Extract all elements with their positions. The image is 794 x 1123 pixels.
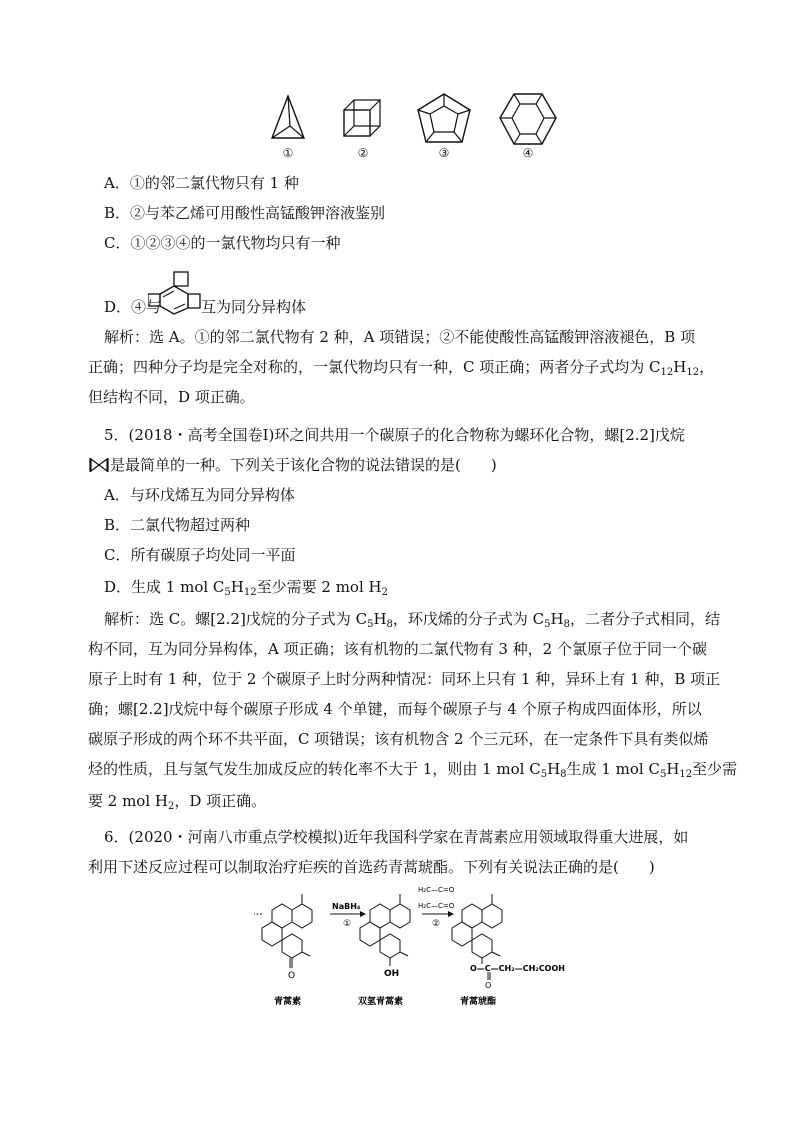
text: ，二者分子式相同，结: [570, 610, 721, 628]
q4-option-c: C．①②③④的一氯代物均只有一种: [104, 234, 341, 252]
subscript: 8: [386, 619, 393, 630]
text: H: [373, 610, 387, 628]
figure-label-4: ④: [522, 146, 534, 160]
q5-stem-line-1: 5．(2018・高考全国卷Ⅰ)环之间共用一个碳原子的化合物称为螺环化合物，螺[2.2]戊烷: [104, 426, 685, 444]
q5-analysis-line-6: [88, 754, 738, 790]
text: 烃的性质，且与氢气发生加成反应的转化率不大于 1，则由 1 mol C: [88, 760, 541, 778]
q4-analysis-line-1: 解析：选 A。①的邻二氯代物有 2 种，A 项错误；②不能使酸性高锰酸钾溶液褪色，B 项: [104, 328, 696, 346]
text: H: [673, 358, 687, 376]
q6-stem-line-2: 利用下述反应过程可以制取治疗疟疾的首选药青蒿琥酯。下列有关说法正确的是( ): [88, 858, 655, 876]
text: 是最简单的一种。下列关于该化合物的说法错误的是( ): [110, 456, 497, 474]
figure-spiropentane: [88, 456, 110, 474]
reaction-scheme: [250, 880, 580, 1010]
name-artesunate: 青蒿琥酯: [460, 997, 497, 1007]
text: ，: [699, 358, 715, 376]
reagent-nabh4: NaBH₄: [332, 902, 361, 911]
oh-label: OH: [384, 969, 400, 979]
figure-tetrahedrane: [268, 92, 308, 146]
step-2-label: ②: [432, 919, 441, 929]
side-chain-o: O: [485, 981, 492, 990]
q4-option-b: B．②与苯乙烯可用酸性高锰酸钾溶液鉴别: [104, 204, 386, 222]
text: 解析：选 C。螺[2.2]戊烷的分子式为 C: [104, 610, 368, 628]
figure-pentaprismane: [412, 90, 476, 150]
text: 要 2 mol H: [88, 792, 168, 810]
q5-option-a: A．与环戊烯互为同分异构体: [104, 486, 295, 504]
anhydride-bottom: H₂C—C=O: [418, 902, 455, 910]
dihydroartemisinin-structure: [360, 894, 410, 966]
subscript: 8: [563, 619, 570, 630]
q5-option-c: C．所有碳原子均处同一平面: [104, 546, 296, 564]
subscript: 2: [381, 587, 388, 598]
subscript: 12: [243, 587, 257, 598]
q5-option-d: [104, 572, 740, 608]
text: H: [666, 760, 680, 778]
subscript: 12: [679, 769, 693, 780]
subscript: 5: [224, 587, 231, 598]
subscript: 2: [167, 801, 175, 812]
subscript: 8: [560, 769, 567, 780]
artemisinin-structure: [254, 894, 312, 968]
q5-analysis-line-5: 碳原子形成的两个环不共平面，C 项错误；该有机物含 2 个三元环，在一定条件下具有类似烯: [88, 730, 709, 748]
text: 生成 1 mol C: [566, 760, 660, 778]
text: 至少需: [692, 760, 738, 778]
subscript: 5: [659, 769, 667, 780]
name-artemisinin: 青蒿素: [274, 997, 302, 1007]
text: H: [230, 578, 244, 596]
side-chain-label: O—C—CH₂—CH₂COOH: [470, 964, 565, 973]
subscript: 5: [544, 619, 551, 630]
q4-analysis-line-3: 但结构不同，D 项正确。: [88, 388, 255, 406]
q5-analysis-line-4: 确；螺[2.2]戊烷中每个碳原子形成 4 个单键，而每个碳原子与 4 个原子构成四面体形，所以: [88, 700, 702, 718]
anhydride-top: H₂C—C=O: [418, 886, 455, 894]
subscript: 12: [686, 367, 700, 378]
artemisinin-o-label: O: [288, 971, 296, 981]
text: 正确；四种分子均是完全对称的，一氯代物均只有一种，C 项正确；两者分子式均为 C: [88, 358, 661, 376]
text: ，环戊烯的分子式为 C: [392, 610, 545, 628]
step-1-label: ①: [343, 919, 352, 929]
text: H: [550, 610, 564, 628]
name-dihydroartemisinin: 双氢青蒿素: [358, 997, 404, 1007]
q5-stem-line-2: [88, 450, 724, 480]
q5-option-b: B．二氯代物超过两种: [104, 516, 251, 534]
q4-option-a: A．①的邻二氯代物只有 1 种: [104, 174, 299, 192]
text: D．生成 1 mol C: [104, 578, 225, 596]
q4-option-d-prefix: D．④与: [104, 298, 162, 316]
q5-analysis-line-3: 原子上时有 1 种，位于 2 个碳原子上时分两种情况：同环上只有 1 种，异环上有 1 种，B 项正: [88, 670, 721, 688]
q6-stem-line-1: 6．(2020・河南八市重点学校模拟)近年我国科学家在青蒿素应用领域取得重大进展，如: [104, 828, 689, 846]
q4-option-d-suffix: 互为同分异构体: [201, 298, 307, 316]
text: 至少需要 2 mol H: [256, 578, 382, 596]
q5-analysis-line-7: [88, 786, 724, 822]
text: ，D 项正确。: [174, 792, 267, 810]
subscript: 5: [540, 769, 548, 780]
figure-isomer-structure: [148, 266, 208, 316]
subscript: 5: [367, 619, 374, 630]
figure-label-1: ①: [282, 146, 294, 160]
figure-label-2: ②: [357, 146, 369, 160]
subscript: 12: [660, 367, 674, 378]
figure-cubane: [340, 92, 384, 146]
figure-hexaprismane: [496, 90, 560, 150]
text: H: [547, 760, 561, 778]
figure-label-3: ③: [438, 146, 450, 160]
q5-analysis-line-2: 构不同，互为同分异构体，A 项正确；该有机物的二氯代物有 3 种，2 个氯原子位于同一个碳: [88, 640, 707, 658]
